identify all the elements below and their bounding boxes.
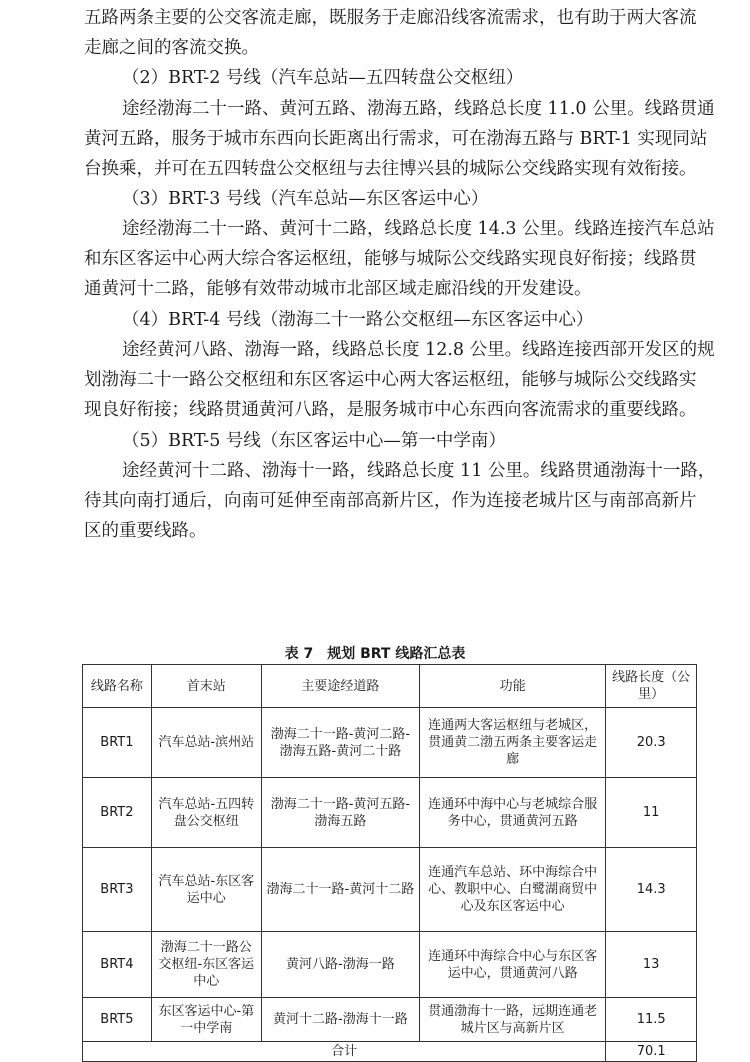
terminals-cell: 汽车总站-五四转盘公交枢纽: [151, 778, 261, 848]
route-name-cell: BRT5: [83, 998, 152, 1042]
text-line: 途经渤海二十一路、黄河五路、渤海五路，线路总长度 11.0 公里。线路贯通: [122, 98, 715, 119]
text-line: 黄河五路，服务于城市东西向长距离出行需求，可在渤海五路与 BRT-1 实现同站: [84, 128, 708, 149]
terminals-cell: 东区客运中心-第一中学南: [151, 998, 261, 1042]
table-caption: 表 7 规划 BRT 线路汇总表: [284, 646, 466, 662]
text-line: 通黄河十二路，能够有效带动城市北部区域走廊沿线的开发建设。: [84, 279, 592, 300]
header-function: 功能: [419, 665, 605, 708]
text-line: 和东区客运中心两大综合客运枢纽，能够与城际公交线路实现良好衔接；线路贯: [84, 249, 697, 270]
table-row: [83, 932, 697, 998]
table-header-row: [83, 665, 697, 708]
function-cell: 连通两大客运枢纽与老城区，贯通黄二渤五两条主要客运走廊: [419, 708, 605, 778]
function-cell: 连通环中海中心与老城综合服务中心，贯通黄河五路: [419, 778, 605, 848]
length-cell: 11.5: [606, 998, 697, 1042]
brt-summary-table: [82, 664, 697, 1062]
text-line: 途经渤海二十一路、黄河十二路，线路总长度 14.3 公里。线路连接汽车总站: [122, 219, 715, 240]
roads-cell: 黄河十二路-渤海十一路: [261, 998, 419, 1042]
text-line: 待其向南打通后，向南可延伸至南部高新片区，作为连接老城片区与南部高新片: [84, 491, 697, 511]
length-cell: 20.3: [606, 708, 697, 778]
route-name-cell: BRT3: [83, 848, 152, 932]
text-line: 途经黄河十二路、渤海十一路，线路总长度 11 公里。线路贯通渤海十一路，: [122, 461, 716, 481]
paragraph: [84, 3, 697, 63]
text-line: 途经黄河八路、渤海一路，线路总长度 12.8 公里。线路连接西部开发区的规: [122, 340, 715, 361]
paragraph: [84, 456, 716, 546]
header-length: 线路长度（公里）: [606, 665, 697, 708]
text-line: 区的重要线路。: [84, 521, 207, 541]
total-label: 合计: [83, 1042, 606, 1062]
paragraph: [84, 94, 715, 184]
paragraph: [84, 305, 694, 335]
terminals-cell: 汽车总站-东区客运中心: [151, 848, 261, 932]
table-row: [83, 708, 697, 778]
total-value: 70.1: [606, 1042, 697, 1062]
roads-cell: 渤海二十一路-黄河二路-渤海五路-黄河二十路: [261, 708, 419, 778]
route-name-cell: BRT4: [83, 932, 152, 998]
function-cell: 连通环中海综合中心与东区客运中心，贯通黄河八路: [419, 932, 605, 998]
paragraph: [84, 214, 715, 304]
roads-cell: 黄河八路-渤海一路: [261, 932, 419, 998]
header-roads: 主要途经道路: [261, 665, 419, 708]
terminals-cell: 汽车总站-滨州站: [151, 708, 261, 778]
function-cell: 连通汽车总站、环中海综合中心、教职中心、白鹭湖商贸中心及东区客运中心: [419, 848, 605, 932]
roads-cell: 渤海二十一路-黄河五路-渤海五路: [261, 778, 419, 848]
header-route-name: 线路名称: [83, 665, 152, 708]
text-line: （5）BRT-5 号线（东区客运中心—第一中学南）: [122, 430, 506, 451]
text-line: （4）BRT-4 号线（渤海二十一路公交枢纽—东区客运中心）: [122, 310, 594, 330]
roads-cell: 渤海二十一路-黄河十二路: [261, 848, 419, 932]
text-line: （2）BRT-2 号线（汽车总站—五四转盘公交枢纽）: [122, 68, 524, 89]
table-row: [83, 848, 697, 932]
text-line: 台换乘，并可在五四转盘公交枢纽与去往博兴县的城际公交线路实现有效衔接。: [84, 158, 697, 179]
table-row: [83, 998, 697, 1042]
table-total-row: [83, 1042, 697, 1062]
function-cell: 贯通渤海十一路，远期连通老城片区与高新片区: [419, 998, 605, 1042]
header-terminals: 首末站: [151, 665, 261, 708]
length-cell: 13: [606, 932, 697, 998]
route-name-cell: BRT2: [83, 778, 152, 848]
route-name-cell: BRT1: [83, 708, 152, 778]
paragraph: [84, 426, 694, 456]
paragraph: [84, 335, 715, 425]
table-row: [83, 778, 697, 848]
paragraph: [84, 184, 694, 214]
text-line: 划渤海二十一路公交枢纽和东区客运中心两大客运枢纽，能够与城际公交线路实: [84, 370, 697, 391]
length-cell: 14.3: [606, 848, 697, 932]
text-line: 五路两条主要的公交客流走廊，既服务于走廊沿线客流需求，也有助于两大客流: [84, 8, 697, 28]
terminals-cell: 渤海二十一路公交枢纽-东区客运中心: [151, 932, 261, 998]
length-cell: 11: [606, 778, 697, 848]
text-line: 现良好衔接；线路贯通黄河八路，是服务城市中心东西向客流需求的重要线路。: [84, 400, 697, 421]
text-line: 走廊之间的客流交换。: [84, 38, 259, 58]
paragraph: [84, 63, 694, 93]
text-line: （3）BRT-3 号线（汽车总站—东区客运中心）: [122, 189, 489, 210]
